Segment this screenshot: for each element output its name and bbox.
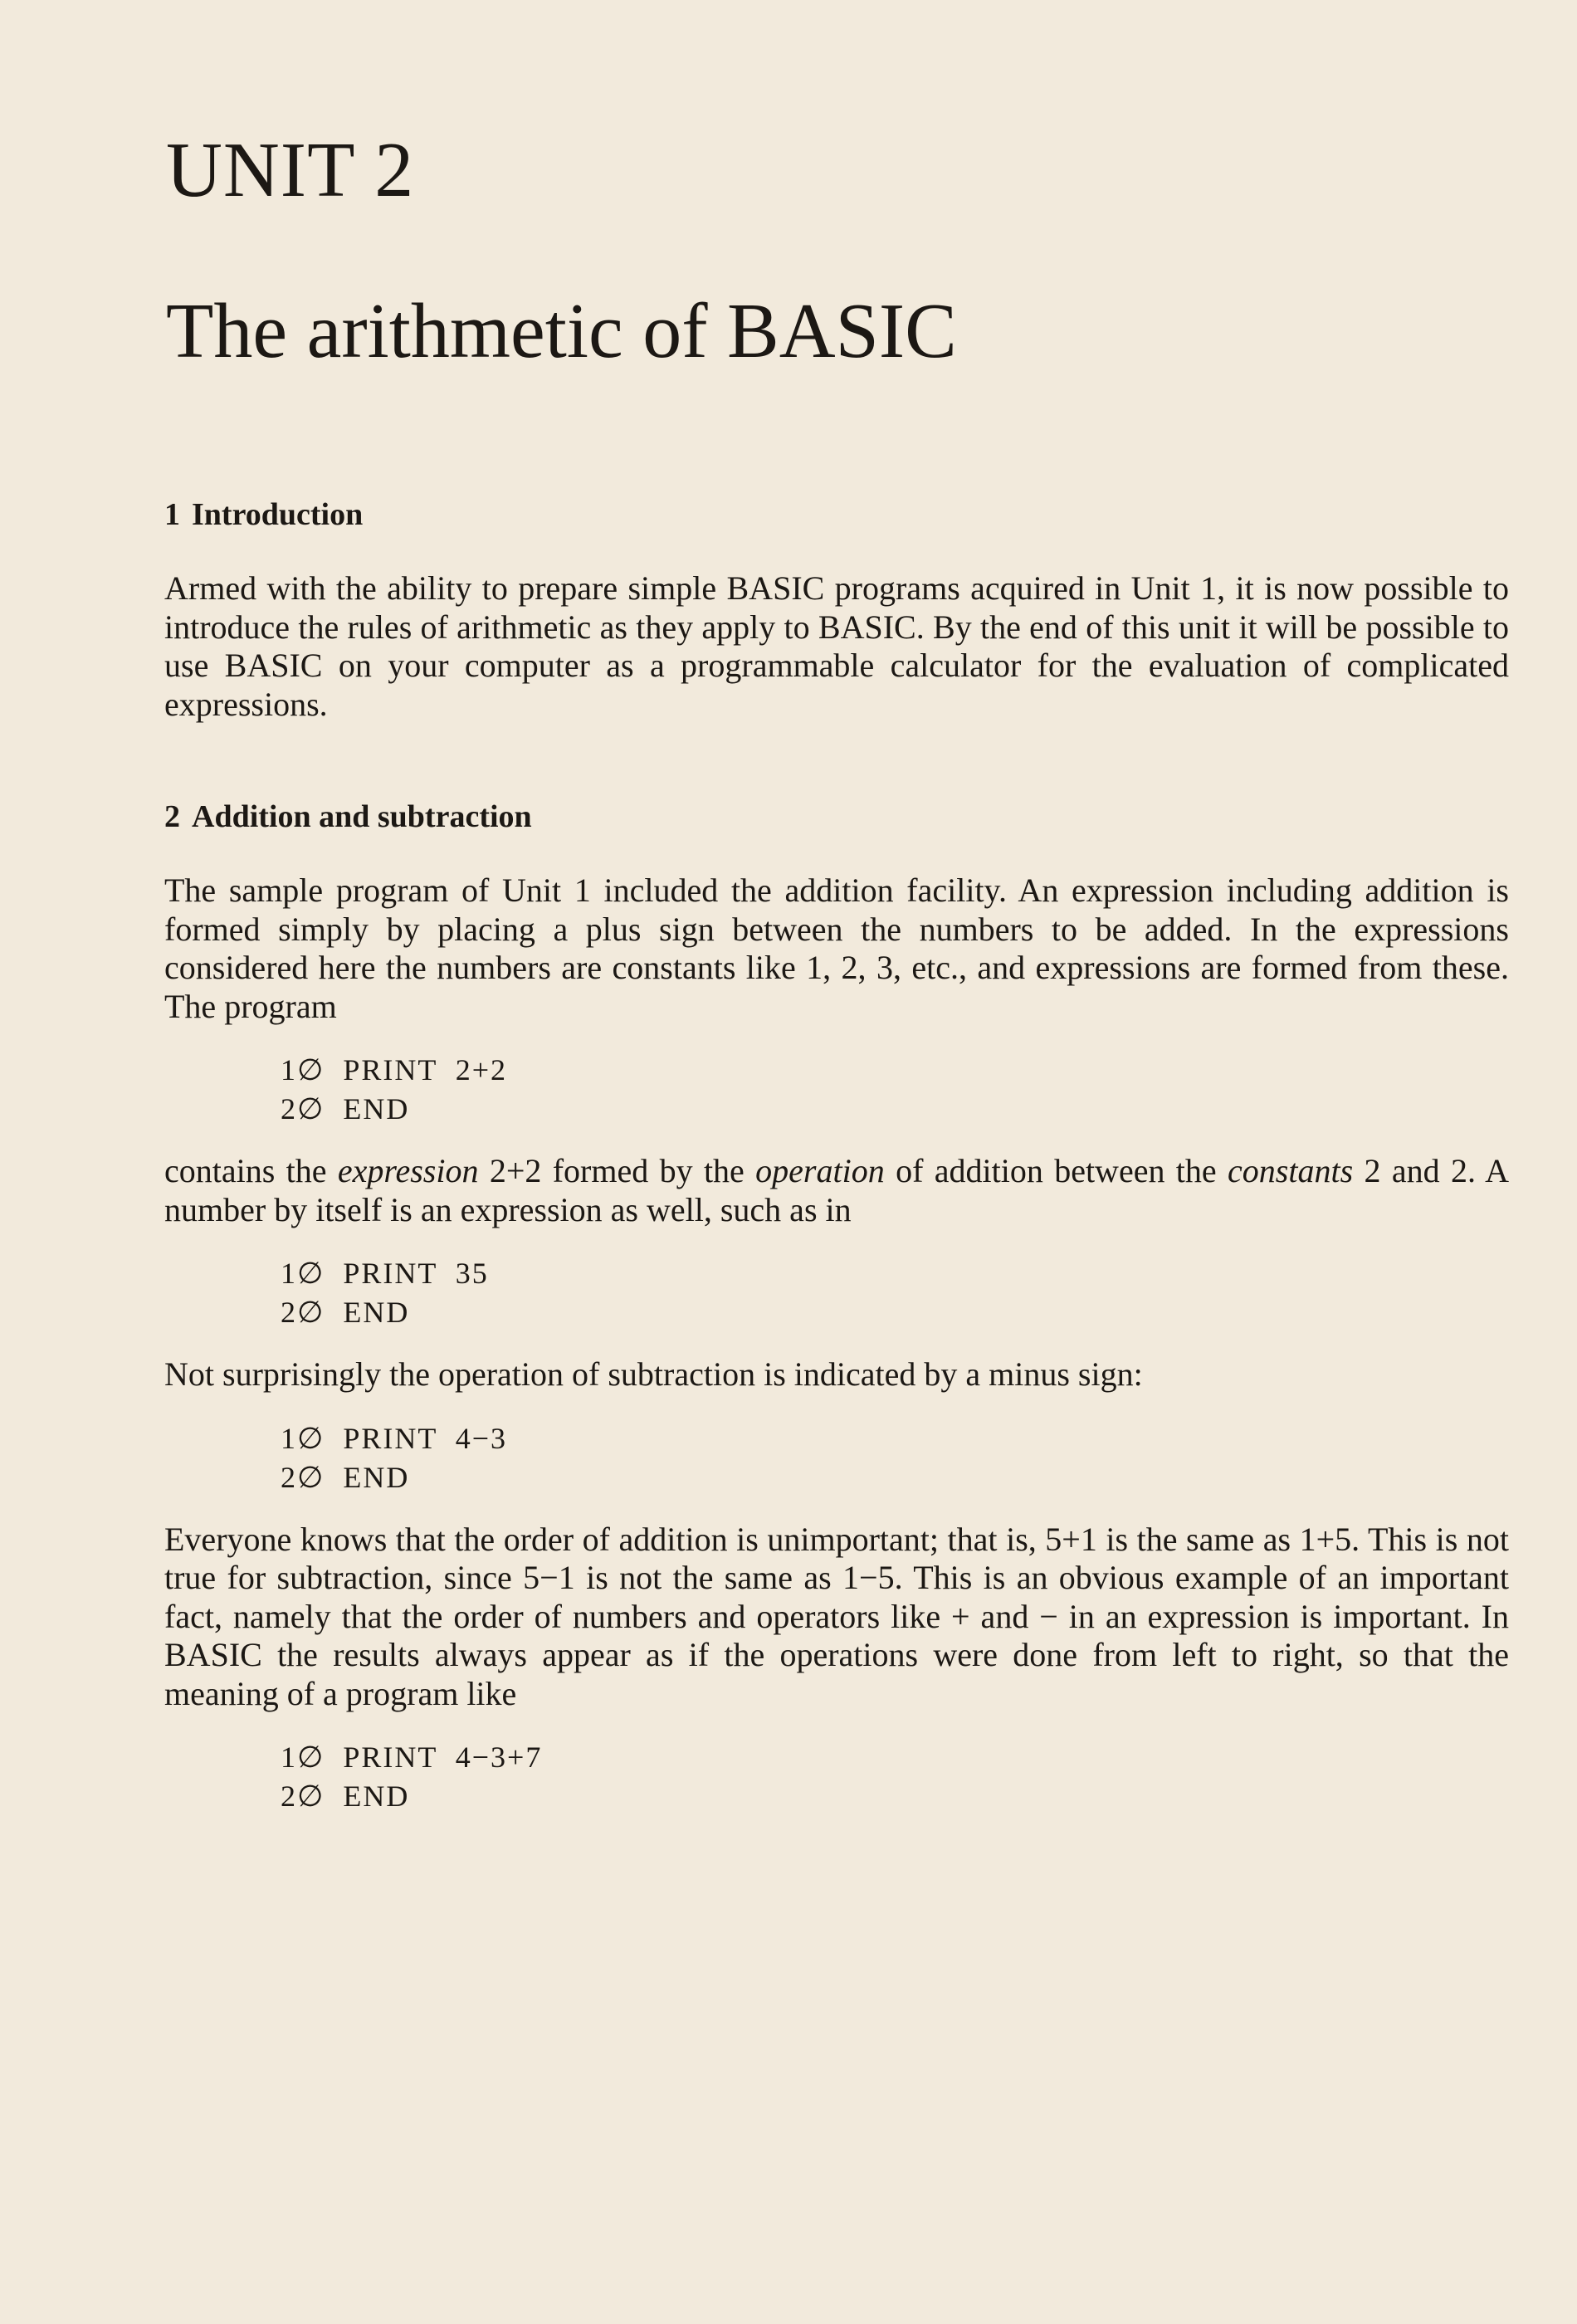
unit-title: The arithmetic of BASIC — [166, 288, 957, 374]
paragraph-order-of-operations: Everyone knows that the order of addition is unimportant; that is, 5+1 is the same as 1+5. This is not true for subtraction, since 5−1 is not the same as 1−5. This is an obvious example of an important fact, namely that the order of numbers and operators like + and − in an expression is important. In BASIC the results always appear as if the operations were done from left to right, so that the meaning of a program like — [164, 1520, 1509, 1712]
code-line: 2∅ END — [281, 1092, 410, 1125]
section-heading-addition-subtraction — [164, 797, 1509, 837]
code-line: 1∅ PRINT 2+2 — [281, 1053, 508, 1086]
code-line: 1∅ PRINT 4−3+7 — [281, 1741, 543, 1774]
text-run: contains the — [164, 1152, 338, 1189]
code-line: 2∅ END — [281, 1780, 410, 1813]
section-number: 2 — [164, 799, 180, 834]
section-number: 1 — [164, 497, 180, 532]
unit-label: UNIT 2 — [166, 127, 415, 213]
section-title: Introduction — [192, 497, 364, 532]
code-block-print-2-plus-2 — [281, 1051, 1509, 1129]
emphasis-operation: operation — [755, 1152, 885, 1189]
section-heading-introduction — [164, 495, 1509, 535]
code-line: 1∅ PRINT 4−3 — [281, 1421, 508, 1455]
code-block-print-4-minus-3 — [281, 1419, 1509, 1497]
paragraph-subtraction: Not surprisingly the operation of subtraction is indicated by a minus sign: — [164, 1355, 1143, 1393]
code-line: 1∅ PRINT 35 — [281, 1257, 489, 1290]
code-block-print-4-minus-3-plus-7 — [281, 1738, 1509, 1816]
emphasis-expression: expression — [337, 1152, 479, 1189]
emphasis-constants: constants — [1228, 1152, 1354, 1189]
code-line: 2∅ END — [281, 1460, 410, 1494]
intro-paragraph: Armed with the ability to prepare simple BASIC programs acquired in Unit 1, it is now possible to introduce the rules of arithmetic as they apply to BASIC. By the end of this unit it will be possible to use BASIC on your computer as a programmable calculator for the evaluation of complicated expressions. — [164, 569, 1509, 723]
text-run: 2+2 formed by the — [478, 1152, 756, 1189]
page-content — [164, 495, 1509, 1816]
paragraph-expression-definition — [164, 1152, 1509, 1229]
paragraph-addition-intro: The sample program of Unit 1 included the addition facility. An expression including addition is formed simply by placing a plus sign between the numbers to be added. In the expressions considered here the numbers are constants like 1, 2, 3, etc., and expressions are formed from these. The program — [164, 872, 1509, 1025]
text-run: 2 and 2. A number by itself is an expression as well, such as in — [164, 1152, 1509, 1228]
code-block-print-35 — [281, 1254, 1509, 1332]
text-run: of addition between the — [884, 1152, 1228, 1189]
section-title: Addition and subtraction — [192, 799, 532, 834]
code-line: 2∅ END — [281, 1296, 410, 1329]
